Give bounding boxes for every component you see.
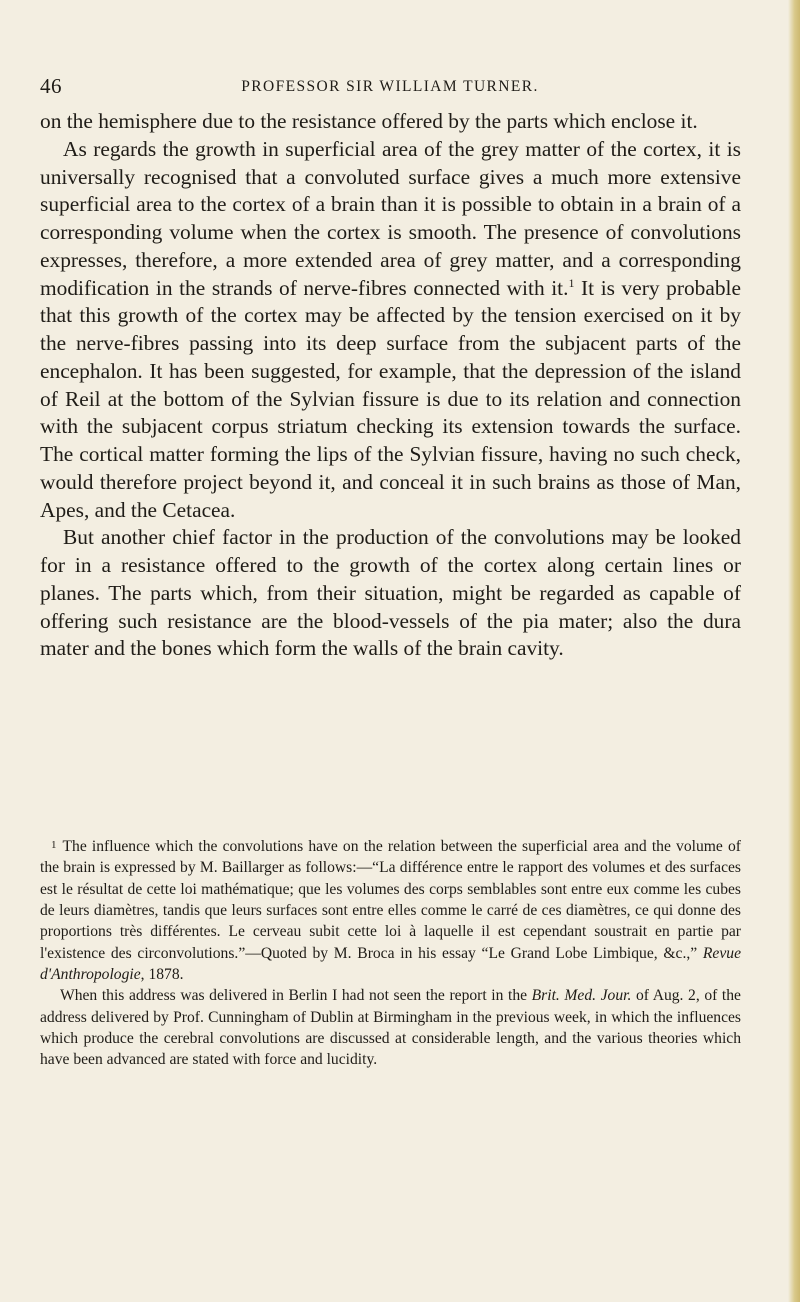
body-text [40, 108, 741, 663]
paragraph-grey-matter [40, 136, 741, 525]
footnote-1-journal: Revue d'Anthropologie [40, 944, 741, 984]
paragraph-continued: on the hemisphere due to the resistance offered by the parts which enclose it. [40, 109, 698, 133]
paragraph-grey-matter-text-a: As regards the growth in superficial area of the grey matter of the cortex, it is universally recognised that a convoluted surface gives a much more extensive superficial area to the cortex of a brain than it is possible to obtain in a brain of a corresponding volume when the cortex is smooth. The presence of convolutions expresses, therefore, a more extended area of grey matter, and a corresponding modification in the strands of nerve-fibres connected with it. [40, 136, 741, 300]
page-header [40, 74, 740, 104]
footnote-2-journal: Brit. Med. Jour. [531, 987, 632, 1005]
footnotes [40, 835, 741, 1071]
footnote-reference: 1 [568, 275, 575, 290]
footnote-2 [40, 985, 741, 1070]
page-edge-shadow [788, 0, 800, 1302]
footnote-1-text-a: The influence which the convolutions have on the relation between the superficial area and the volume of the brain is expressed by M. Baillarger as follows:—“La différence entre le rapport des volumes et des surfaces est le résultat de cette loi mathématique; que les volumes des corps semblables sont entre eux comme les cubes de leurs diamètres, tandis que leurs surfaces sont entre elles comme le carré de ces diamètres, ce qui donne des proportions très différentes. Le cerveau subit cette loi à laquelle il est cependant soustrait en partie par l'existence des circonvolutions.”—Quoted by M. Broca in his essay “Le Grand Lobe Limbique, &c.,” [40, 838, 741, 962]
footnote-2-text-b: of Aug. 2, of the address delivered by Prof. Cunningham of Dublin at Birmingham in the previous week, in which the influences which produce the cerebral convolutions are discussed at considerable length, and the various theories which have been advanced are stated with force and lucidity. [40, 987, 741, 1069]
paragraph-grey-matter-text-b: It is very probable that this growth of the cortex may be affected by the tension exercised on it by the nerve-fibres passing into its deep surface from the subjacent parts of the encephalon. It has been suggested, for example, that the depression of the island of Reil at the bottom of the Sylvian fissure is due to its relation and connection with the subjacent corpus striatum checking its extension towards the surface. The cortical matter forming the lips of the Sylvian fissure, having no such check, would therefore project beyond it, and conceal it in such brains as those of Man, Apes, and the Cetacea. [40, 275, 741, 522]
page-number: 46 [40, 74, 62, 98]
running-head: PROFESSOR SIR WILLIAM TURNER. [241, 78, 539, 95]
footnote-1-mark: 1 [51, 839, 57, 851]
footnote-2-text-a: When this address was delivered in Berlin I had not seen the report in the [60, 987, 532, 1005]
footnote-1-text-b: , 1878. [140, 966, 184, 984]
paragraph-resistance: But another chief factor in the production of the convolutions may be looked for in a resistance offered to the growth of the cortex along certain lines or planes. The parts which, from their situation, might be regarded as capable of offering such resistance are the blood-vessels of the pia mater; also the dura mater and the bones which form the walls of the brain cavity. [40, 525, 741, 661]
footnote-1 [40, 835, 741, 985]
